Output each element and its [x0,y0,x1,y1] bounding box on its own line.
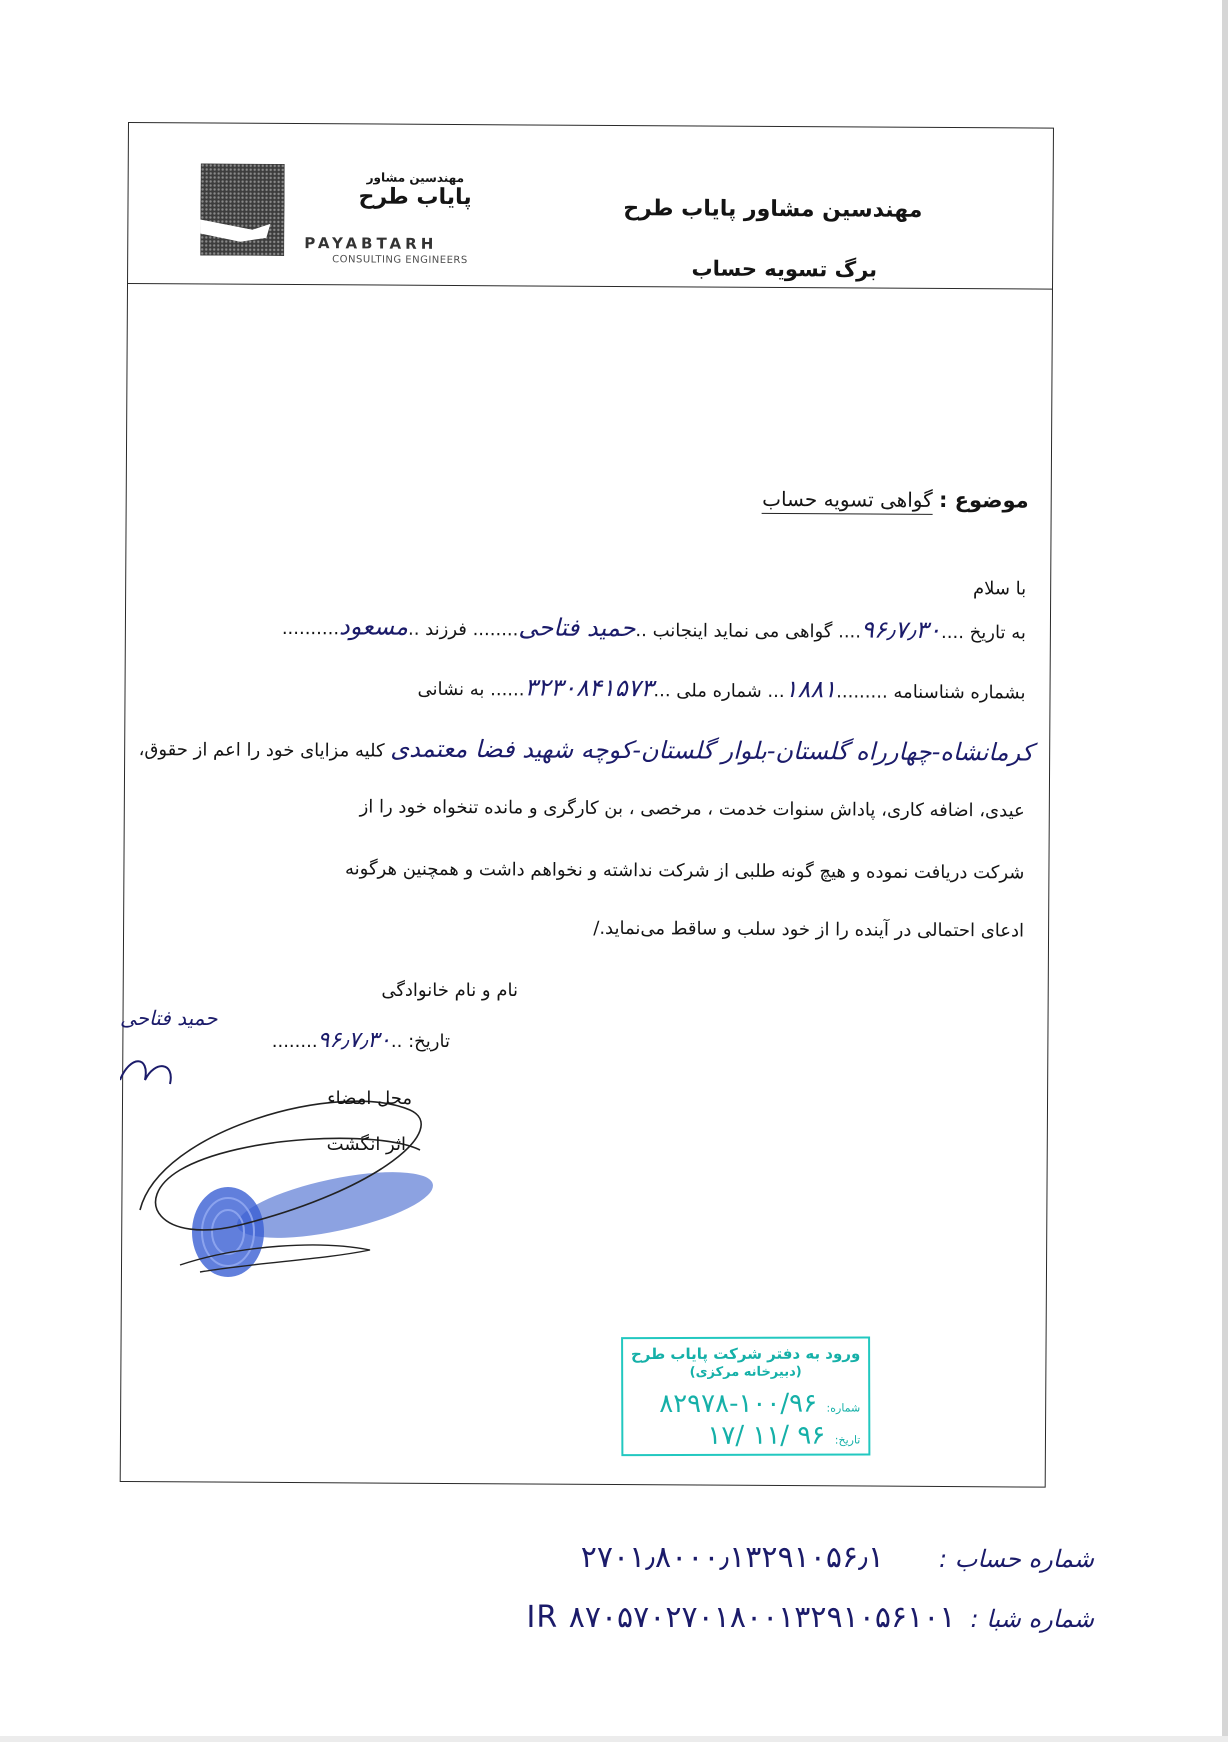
company-logo [200,163,501,269]
stamp-number-value: ۱۰۰/۹۶-۸۲۹۷۸ [659,1388,818,1420]
stamp-date-value: ۹۶ /۱۱ /۱۷ [707,1420,826,1451]
body-text: به تاریخ [969,622,1026,644]
signature-place-label: محل امضاء [327,1088,412,1109]
header-divider [128,283,1052,290]
account-number-line [581,1540,1094,1575]
handwritten-name: حمید فتاحی [518,613,636,643]
handwritten-id-number: ۱۸۸۱ [784,675,837,704]
body-line-3 [139,733,1034,766]
subject-value: گواهی تسویه حساب [762,487,933,515]
stamp-date-label: تاریخ: [834,1433,861,1447]
logo-mark-icon [200,163,285,256]
body-line-2: بشماره شناسنامه .........۱۸۸۱... شماره ملی ...۳۲۳۰۸۴۱۵۷۳...... به نشانی [417,673,1026,704]
sheba-number-line [526,1600,1094,1635]
body-line-4: عیدی، اضافه کاری، پاداش سنوات خدمت ، مرخصی ، بن کارگری و مانده تنخواه خود را از [359,796,1025,822]
body-text: گواهی می نماید اینجانب [652,620,833,643]
signature-block [120,980,540,1310]
scan-edge [0,1736,1228,1742]
body-text: فرزند [425,618,467,641]
body-line-5: شرکت دریافت نموده و هیچ گونه طلبی از شرکت نداشته و نخواهم داشت و همچنین هرگونه [344,858,1025,884]
stamp-title: ورود به دفتر شرکت پایاب طرح [630,1344,861,1364]
subject-line [762,487,1029,513]
fingerprint-label: اثر انگشت [326,1134,406,1155]
logo-text-fa-small: مهندسین مشاور [366,170,465,186]
logo-text-fa: پایاب طرح [358,184,472,211]
scan-edge [1222,0,1228,1742]
stamp-date-row [707,1420,860,1450]
handwritten-signature-name: حمید فتاحی [120,1006,218,1030]
account-number-label: شماره حساب : [939,1545,1094,1573]
handwritten-signature-date: ۹۶٫۷٫۳۰ [317,1028,391,1053]
company-name: مهندسین مشاور پایاب طرح [623,196,923,223]
stamp-subtitle: (دبیرخانه مرکزی) [689,1364,802,1380]
body-text: کلیه مزایای خود را اعم از حقوق، [138,739,385,762]
sheba-number-value: IR ۸۷۰۵۷۰۲۷۰۱۸۰۰۱۳۲۹۱۰۵۶۱۰۱ [526,1600,956,1635]
stamp-number-row [659,1388,860,1419]
handwritten-father-name: مسعود [339,612,409,641]
subject-label: موضوع : [938,487,1029,513]
body-line-6: ادعای احتمالی در آینده را از خود سلب و ساقط می‌نماید./ [593,917,1025,942]
name-label: نام و نام خانوادگی [381,980,518,1001]
date-label: تاریخ: ..۹۶٫۷٫۳۰........ [271,1028,450,1053]
registration-stamp [621,1336,870,1456]
form-title: برگ تسویه حساب [691,256,878,282]
logo-text-en: PAYABTARH [304,234,438,253]
body-text: به نشانی [417,678,485,701]
sheba-number-label: شماره شبا : [970,1605,1094,1633]
handwritten-date: ۹۶٫۷٫۳۰ [860,615,942,644]
handwritten-national-id: ۳۲۳۰۸۴۱۵۷۳ [524,673,654,703]
date-label-text: تاریخ: [408,1031,450,1052]
stamp-number-label: شماره: [826,1401,861,1415]
logo-text-en-sub: CONSULTING ENGINEERS [332,254,468,267]
body-text: بشماره شناسنامه [893,681,1026,704]
greeting: با سلام [972,578,1027,600]
handwritten-address: کرمانشاه-چهارراه گلستان-بلوار گلستان-کوچه شهید فضا معتمدی [390,734,1034,767]
body-line-1: به تاریخ ....۹۶٫۷٫۳۰.... گواهی می نماید اینجانب ..حمید فتاحی........ فرزند ..مسعود.......... [281,612,1026,644]
body-text: شماره ملی [676,680,762,702]
account-number-value: ۲۷۰۱٫۸۰۰۰٫۱۳۲۹۱۰۵۶٫۱ [580,1540,884,1575]
